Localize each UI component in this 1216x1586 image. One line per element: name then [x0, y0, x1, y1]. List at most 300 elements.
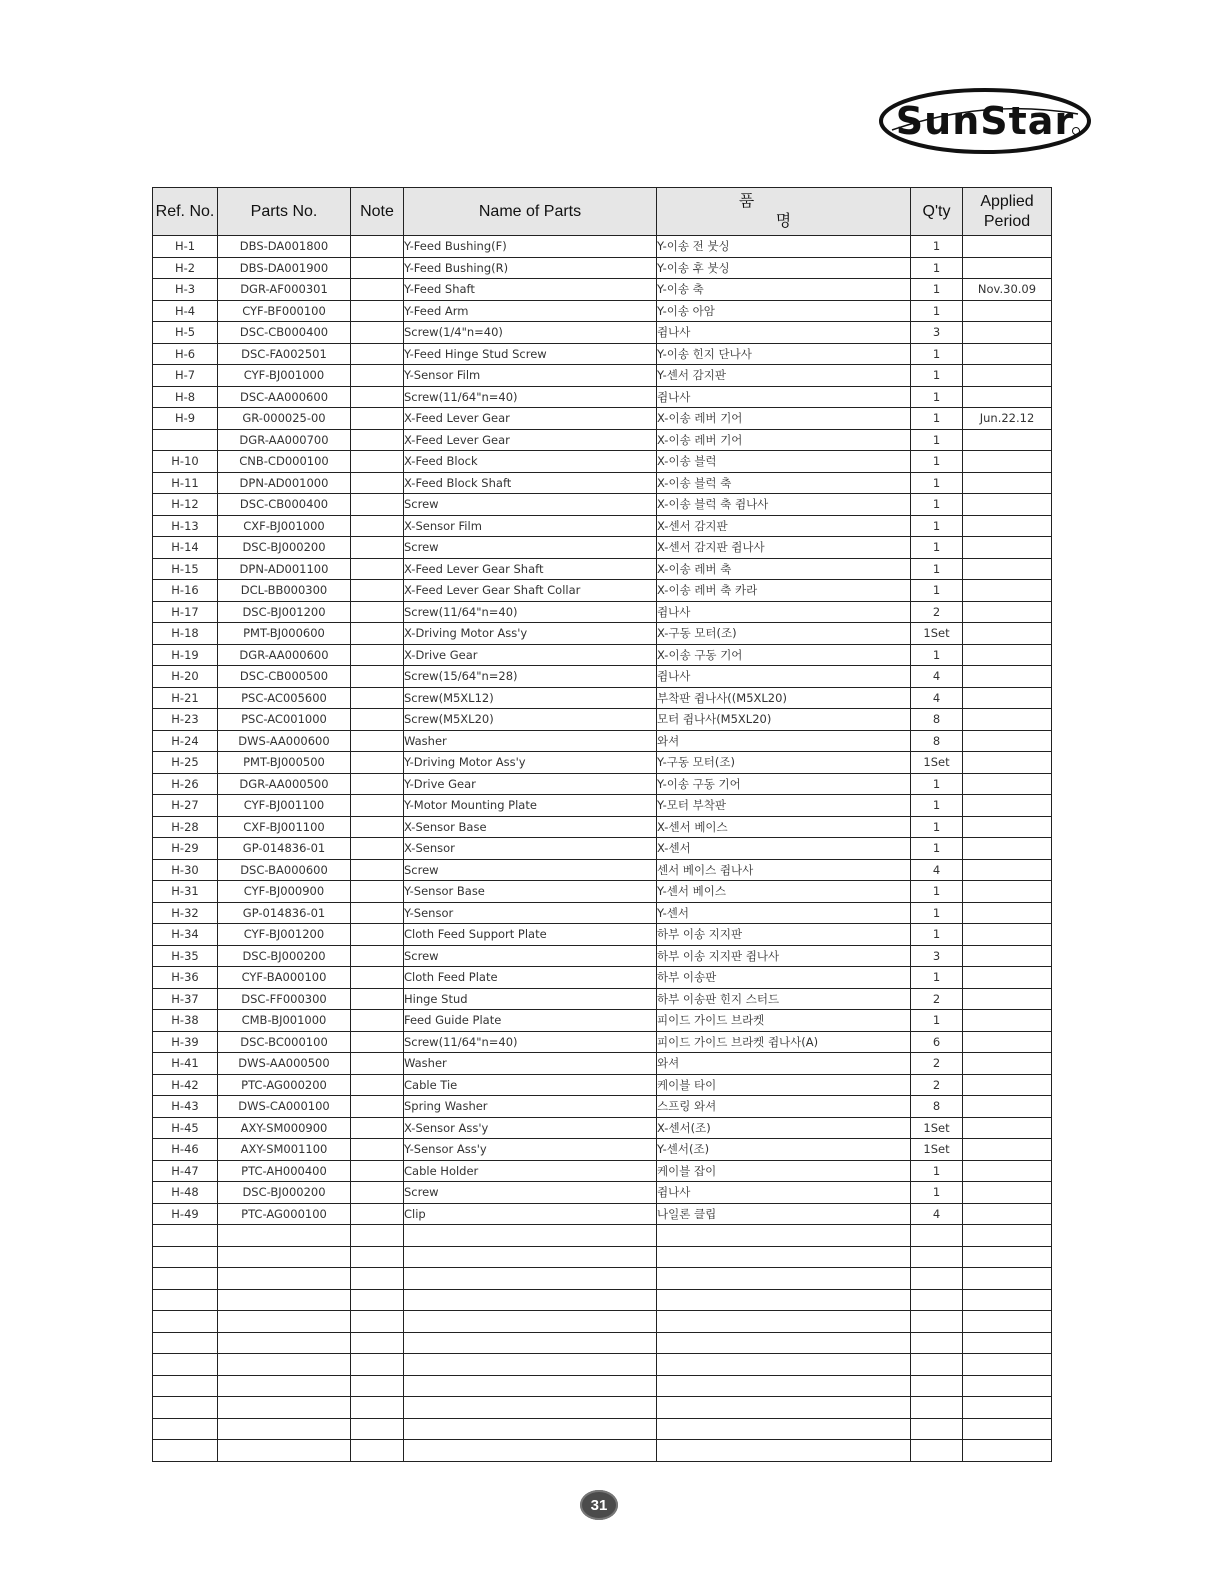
qty-cell: 1Set — [911, 752, 963, 774]
applied-period-cell — [963, 644, 1052, 666]
applied-period-cell — [963, 1225, 1052, 1247]
parts-no-cell: CYF-BF000100 — [218, 300, 351, 322]
ref-no-cell: H-30 — [153, 859, 218, 881]
ref-no-cell: H-25 — [153, 752, 218, 774]
note-cell — [351, 580, 404, 602]
applied-period-cell — [963, 1397, 1052, 1419]
table-row — [153, 838, 1052, 860]
parts-no-cell: DPN-AD001000 — [218, 472, 351, 494]
ref-no-cell — [153, 1354, 218, 1376]
name-of-parts-cell: Y-Sensor Film — [404, 365, 657, 387]
ref-no-cell: H-16 — [153, 580, 218, 602]
parts-no-cell: PMT-BJ000600 — [218, 623, 351, 645]
qty-cell: 2 — [911, 601, 963, 623]
ref-no-cell: H-47 — [153, 1160, 218, 1182]
applied-period-cell — [963, 537, 1052, 559]
applied-period-cell — [963, 795, 1052, 817]
parts-no-cell: DSC-CB000400 — [218, 322, 351, 344]
name-of-parts-cell: X-Feed Lever Gear — [404, 408, 657, 430]
name-of-parts-cell: Y-Sensor Ass'y — [404, 1139, 657, 1161]
name-of-parts-cell: Screw(15/64"n=28) — [404, 666, 657, 688]
note-cell — [351, 1203, 404, 1225]
korean-name-cell: Y-이송 아암 — [657, 300, 911, 322]
ref-no-cell: H-15 — [153, 558, 218, 580]
korean-name-cell — [657, 1354, 911, 1376]
table-row — [153, 687, 1052, 709]
name-of-parts-cell: X-Drive Gear — [404, 644, 657, 666]
name-of-parts-cell: Screw — [404, 1182, 657, 1204]
qty-cell: 1 — [911, 1160, 963, 1182]
qty-cell: 1 — [911, 644, 963, 666]
table-row — [153, 924, 1052, 946]
ref-no-cell: H-31 — [153, 881, 218, 903]
korean-name-cell: Y-센서 감지판 — [657, 365, 911, 387]
note-cell — [351, 1182, 404, 1204]
header-note: Note — [351, 188, 404, 236]
qty-cell: 1Set — [911, 1139, 963, 1161]
korean-name-cell: 케이블 잡이 — [657, 1160, 911, 1182]
korean-name-cell: Y-이송 전 붓싱 — [657, 236, 911, 258]
parts-no-cell: DBS-DA001800 — [218, 236, 351, 258]
applied-period-cell — [963, 515, 1052, 537]
korean-name-cell: Y-센서 베이스 — [657, 881, 911, 903]
applied-period-cell — [963, 1440, 1052, 1462]
table-row — [153, 494, 1052, 516]
ref-no-cell: H-23 — [153, 709, 218, 731]
parts-no-cell — [218, 1311, 351, 1333]
korean-name-cell: Y-이송 후 붓싱 — [657, 257, 911, 279]
korean-name-cell — [657, 1440, 911, 1462]
name-of-parts-cell: X-Sensor Ass'y — [404, 1117, 657, 1139]
applied-period-cell — [963, 1268, 1052, 1290]
qty-cell: 1 — [911, 279, 963, 301]
name-of-parts-cell: Y-Feed Bushing(F) — [404, 236, 657, 258]
applied-period-cell — [963, 1246, 1052, 1268]
qty-cell: 3 — [911, 945, 963, 967]
korean-name-cell: 하부 이송 지지판 — [657, 924, 911, 946]
note-cell — [351, 1375, 404, 1397]
name-of-parts-cell — [404, 1397, 657, 1419]
name-of-parts-cell — [404, 1418, 657, 1440]
applied-period-cell — [963, 1096, 1052, 1118]
header-korean-name: 품 명 — [657, 188, 911, 236]
parts-no-cell — [218, 1440, 351, 1462]
parts-no-cell — [218, 1354, 351, 1376]
table-row — [153, 1160, 1052, 1182]
qty-cell: 8 — [911, 1096, 963, 1118]
table-row — [153, 300, 1052, 322]
qty-cell: 6 — [911, 1031, 963, 1053]
note-cell — [351, 795, 404, 817]
table-row — [153, 365, 1052, 387]
ref-no-cell — [153, 1225, 218, 1247]
ref-no-cell — [153, 1397, 218, 1419]
applied-period-cell — [963, 1031, 1052, 1053]
korean-name-cell: 모터 쥠나사(M5XL20) — [657, 709, 911, 731]
ref-no-cell: H-21 — [153, 687, 218, 709]
note-cell — [351, 623, 404, 645]
qty-cell — [911, 1440, 963, 1462]
ref-no-cell: H-1 — [153, 236, 218, 258]
note-cell — [351, 988, 404, 1010]
applied-period-cell — [963, 1010, 1052, 1032]
ref-no-cell: H-11 — [153, 472, 218, 494]
parts-no-cell: CYF-BJ001100 — [218, 795, 351, 817]
ref-no-cell: H-17 — [153, 601, 218, 623]
ref-no-cell: H-29 — [153, 838, 218, 860]
note-cell — [351, 1418, 404, 1440]
qty-cell — [911, 1375, 963, 1397]
ref-no-cell: H-28 — [153, 816, 218, 838]
korean-name-cell — [657, 1397, 911, 1419]
qty-cell: 1 — [911, 816, 963, 838]
name-of-parts-cell: X-Feed Lever Gear Shaft Collar — [404, 580, 657, 602]
applied-period-cell — [963, 988, 1052, 1010]
korean-name-cell: 쥠나사 — [657, 386, 911, 408]
ref-no-cell: H-43 — [153, 1096, 218, 1118]
name-of-parts-cell: Screw — [404, 494, 657, 516]
table-row — [153, 472, 1052, 494]
korean-name-cell — [657, 1246, 911, 1268]
qty-cell: 1Set — [911, 1117, 963, 1139]
parts-no-cell: PSC-AC001000 — [218, 709, 351, 731]
note-cell — [351, 752, 404, 774]
parts-no-cell: DSC-BA000600 — [218, 859, 351, 881]
empty-table-row — [153, 1268, 1052, 1290]
korean-name-cell: Y-구동 모터(조) — [657, 752, 911, 774]
qty-cell: 2 — [911, 988, 963, 1010]
note-cell — [351, 1397, 404, 1419]
table-row — [153, 451, 1052, 473]
table-row — [153, 709, 1052, 731]
applied-period-cell — [963, 494, 1052, 516]
note-cell — [351, 279, 404, 301]
korean-name-cell: Y-이송 구동 기어 — [657, 773, 911, 795]
ref-no-cell: H-45 — [153, 1117, 218, 1139]
table-row — [153, 773, 1052, 795]
ref-no-cell — [153, 1418, 218, 1440]
applied-period-cell — [963, 730, 1052, 752]
empty-table-row — [153, 1354, 1052, 1376]
empty-table-row — [153, 1311, 1052, 1333]
note-cell — [351, 1246, 404, 1268]
ref-no-cell: H-27 — [153, 795, 218, 817]
name-of-parts-cell: X-Sensor Base — [404, 816, 657, 838]
applied-period-cell — [963, 1354, 1052, 1376]
applied-period-cell — [963, 709, 1052, 731]
table-row — [153, 257, 1052, 279]
korean-name-cell: X-이송 레버 축 — [657, 558, 911, 580]
table-row — [153, 515, 1052, 537]
ref-no-cell: H-20 — [153, 666, 218, 688]
korean-name-cell: Y-센서 — [657, 902, 911, 924]
ref-no-cell: H-48 — [153, 1182, 218, 1204]
applied-period-cell — [963, 386, 1052, 408]
name-of-parts-cell: Y-Driving Motor Ass'y — [404, 752, 657, 774]
ref-no-cell: H-13 — [153, 515, 218, 537]
empty-table-row — [153, 1246, 1052, 1268]
empty-table-row — [153, 1397, 1052, 1419]
parts-no-cell: PTC-AG000100 — [218, 1203, 351, 1225]
ref-no-cell: H-19 — [153, 644, 218, 666]
korean-name-cell: X-이송 레버 축 카라 — [657, 580, 911, 602]
qty-cell — [911, 1332, 963, 1354]
table-row — [153, 580, 1052, 602]
korean-name-cell — [657, 1418, 911, 1440]
applied-period-cell — [963, 859, 1052, 881]
parts-no-cell: CXF-BJ001100 — [218, 816, 351, 838]
korean-name-cell: 와셔 — [657, 1053, 911, 1075]
qty-cell: 4 — [911, 1203, 963, 1225]
name-of-parts-cell: Washer — [404, 1053, 657, 1075]
qty-cell: 1 — [911, 236, 963, 258]
parts-no-cell — [218, 1268, 351, 1290]
qty-cell — [911, 1418, 963, 1440]
korean-name-cell: X-이송 블럭 축 쥠나사 — [657, 494, 911, 516]
applied-period-cell — [963, 1289, 1052, 1311]
table-row — [153, 988, 1052, 1010]
ref-no-cell: H-8 — [153, 386, 218, 408]
korean-name-cell: 쥠나사 — [657, 666, 911, 688]
korean-name-cell: X-이송 레버 기어 — [657, 429, 911, 451]
note-cell — [351, 967, 404, 989]
korean-name-cell: Y-센서(조) — [657, 1139, 911, 1161]
parts-no-cell: CYF-BJ001000 — [218, 365, 351, 387]
name-of-parts-cell: Screw(1/4"n=40) — [404, 322, 657, 344]
table-row — [153, 730, 1052, 752]
korean-name-cell: X-이송 레버 기어 — [657, 408, 911, 430]
parts-no-cell: DSC-CB000500 — [218, 666, 351, 688]
table-row — [153, 752, 1052, 774]
table-row — [153, 967, 1052, 989]
korean-name-cell: X-이송 블럭 — [657, 451, 911, 473]
korean-name-cell: 하부 이송판 — [657, 967, 911, 989]
korean-name-cell — [657, 1268, 911, 1290]
ref-no-cell: H-32 — [153, 902, 218, 924]
parts-no-cell: DGR-AA000700 — [218, 429, 351, 451]
qty-cell: 1 — [911, 429, 963, 451]
qty-cell: 1 — [911, 472, 963, 494]
note-cell — [351, 386, 404, 408]
applied-period-cell — [963, 1375, 1052, 1397]
note-cell — [351, 451, 404, 473]
applied-period-cell — [963, 924, 1052, 946]
ref-no-cell — [153, 1268, 218, 1290]
qty-cell: 1 — [911, 902, 963, 924]
qty-cell: 1 — [911, 924, 963, 946]
table-header-row — [153, 188, 1052, 236]
table-row — [153, 644, 1052, 666]
name-of-parts-cell — [404, 1289, 657, 1311]
note-cell — [351, 881, 404, 903]
note-cell — [351, 1332, 404, 1354]
korean-name-cell: 피이드 가이드 브라켓 — [657, 1010, 911, 1032]
korean-name-cell: 피이드 가이드 브라켓 쥠나사(A) — [657, 1031, 911, 1053]
note-cell — [351, 730, 404, 752]
qty-cell: 1 — [911, 257, 963, 279]
table-row — [153, 859, 1052, 881]
name-of-parts-cell: X-Driving Motor Ass'y — [404, 623, 657, 645]
korean-name-cell — [657, 1311, 911, 1333]
qty-cell: 4 — [911, 687, 963, 709]
note-cell — [351, 773, 404, 795]
note-cell — [351, 859, 404, 881]
table-row — [153, 322, 1052, 344]
note-cell — [351, 472, 404, 494]
parts-table-body — [153, 236, 1052, 1462]
applied-period-cell: Jun.22.12 — [963, 408, 1052, 430]
ref-no-cell: H-46 — [153, 1139, 218, 1161]
name-of-parts-cell: X-Sensor — [404, 838, 657, 860]
ref-no-cell — [153, 1440, 218, 1462]
note-cell — [351, 257, 404, 279]
korean-name-cell: 쥠나사 — [657, 1182, 911, 1204]
note-cell — [351, 924, 404, 946]
ref-no-cell: H-14 — [153, 537, 218, 559]
parts-no-cell: DSC-AA000600 — [218, 386, 351, 408]
applied-period-cell — [963, 580, 1052, 602]
parts-no-cell: GP-014836-01 — [218, 902, 351, 924]
header-qty: Q'ty — [911, 188, 963, 236]
note-cell — [351, 1139, 404, 1161]
korean-name-cell — [657, 1289, 911, 1311]
ref-no-cell: H-39 — [153, 1031, 218, 1053]
qty-cell: 1 — [911, 838, 963, 860]
applied-period-cell — [963, 1074, 1052, 1096]
parts-no-cell: AXY-SM000900 — [218, 1117, 351, 1139]
qty-cell — [911, 1246, 963, 1268]
korean-name-cell — [657, 1225, 911, 1247]
korean-name-cell: 케이블 타이 — [657, 1074, 911, 1096]
note-cell — [351, 838, 404, 860]
name-of-parts-cell: Screw — [404, 859, 657, 881]
name-of-parts-cell: Spring Washer — [404, 1096, 657, 1118]
qty-cell: 1 — [911, 408, 963, 430]
table-row — [153, 1074, 1052, 1096]
parts-no-cell: DSC-BJ000200 — [218, 1182, 351, 1204]
parts-no-cell: GP-014836-01 — [218, 838, 351, 860]
name-of-parts-cell — [404, 1246, 657, 1268]
empty-table-row — [153, 1332, 1052, 1354]
note-cell — [351, 1053, 404, 1075]
parts-no-cell: DGR-AA000600 — [218, 644, 351, 666]
note-cell — [351, 1440, 404, 1462]
note-cell — [351, 236, 404, 258]
name-of-parts-cell: Screw — [404, 537, 657, 559]
ref-no-cell — [153, 1375, 218, 1397]
applied-period-cell — [963, 1332, 1052, 1354]
table-row — [153, 1031, 1052, 1053]
ref-no-cell: H-18 — [153, 623, 218, 645]
header-applied-period: Applied Period — [963, 188, 1052, 236]
applied-period-cell — [963, 300, 1052, 322]
korean-name-cell: 하부 이송판 힌지 스터드 — [657, 988, 911, 1010]
header-name-of-parts: Name of Parts — [404, 188, 657, 236]
note-cell — [351, 709, 404, 731]
note-cell — [351, 408, 404, 430]
qty-cell: 1 — [911, 300, 963, 322]
korean-name-cell: X-센서 — [657, 838, 911, 860]
parts-no-cell: CMB-BJ001000 — [218, 1010, 351, 1032]
note-cell — [351, 558, 404, 580]
parts-no-cell: DGR-AF000301 — [218, 279, 351, 301]
note-cell — [351, 1074, 404, 1096]
note-cell — [351, 1289, 404, 1311]
table-row — [153, 902, 1052, 924]
applied-period-cell — [963, 1203, 1052, 1225]
parts-no-cell: DSC-FF000300 — [218, 988, 351, 1010]
ref-no-cell: H-5 — [153, 322, 218, 344]
ref-no-cell: H-38 — [153, 1010, 218, 1032]
name-of-parts-cell: Y-Feed Hinge Stud Screw — [404, 343, 657, 365]
table-row — [153, 601, 1052, 623]
note-cell — [351, 687, 404, 709]
note-cell — [351, 494, 404, 516]
table-row — [153, 795, 1052, 817]
name-of-parts-cell: Screw(11/64"n=40) — [404, 386, 657, 408]
empty-table-row — [153, 1440, 1052, 1462]
name-of-parts-cell: Screw(M5XL20) — [404, 709, 657, 731]
applied-period-cell — [963, 236, 1052, 258]
korean-name-cell — [657, 1332, 911, 1354]
parts-no-cell: DSC-CB000400 — [218, 494, 351, 516]
note-cell — [351, 601, 404, 623]
korean-name-cell: X-구동 모터(조) — [657, 623, 911, 645]
header-parts-no: Parts No. — [218, 188, 351, 236]
ref-no-cell: H-12 — [153, 494, 218, 516]
qty-cell: 3 — [911, 322, 963, 344]
parts-no-cell: CYF-BJ001200 — [218, 924, 351, 946]
applied-period-cell — [963, 838, 1052, 860]
header-ref-no: Ref. No. — [153, 188, 218, 236]
name-of-parts-cell: Cable Tie — [404, 1074, 657, 1096]
name-of-parts-cell: Washer — [404, 730, 657, 752]
qty-cell: 1 — [911, 386, 963, 408]
parts-no-cell: DSC-BC000100 — [218, 1031, 351, 1053]
ref-no-cell: H-2 — [153, 257, 218, 279]
table-row — [153, 1010, 1052, 1032]
ref-no-cell: H-7 — [153, 365, 218, 387]
name-of-parts-cell: Y-Drive Gear — [404, 773, 657, 795]
ref-no-cell: H-37 — [153, 988, 218, 1010]
applied-period-cell — [963, 1160, 1052, 1182]
note-cell — [351, 515, 404, 537]
parts-no-cell — [218, 1375, 351, 1397]
name-of-parts-cell — [404, 1225, 657, 1247]
note-cell — [351, 322, 404, 344]
parts-no-cell: DBS-DA001900 — [218, 257, 351, 279]
table-row — [153, 1203, 1052, 1225]
ref-no-cell: H-10 — [153, 451, 218, 473]
parts-table — [152, 187, 1052, 1462]
applied-period-cell — [963, 902, 1052, 924]
table-row — [153, 1096, 1052, 1118]
table-row — [153, 537, 1052, 559]
table-row — [153, 386, 1052, 408]
parts-no-cell: DSC-BJ000200 — [218, 945, 351, 967]
ref-no-cell: H-26 — [153, 773, 218, 795]
qty-cell — [911, 1397, 963, 1419]
note-cell — [351, 945, 404, 967]
name-of-parts-cell: X-Feed Block — [404, 451, 657, 473]
applied-period-cell — [963, 666, 1052, 688]
parts-no-cell — [218, 1225, 351, 1247]
parts-no-cell: DSC-BJ000200 — [218, 537, 351, 559]
qty-cell: 2 — [911, 1074, 963, 1096]
table-row — [153, 881, 1052, 903]
name-of-parts-cell: Y-Motor Mounting Plate — [404, 795, 657, 817]
table-row — [153, 623, 1052, 645]
